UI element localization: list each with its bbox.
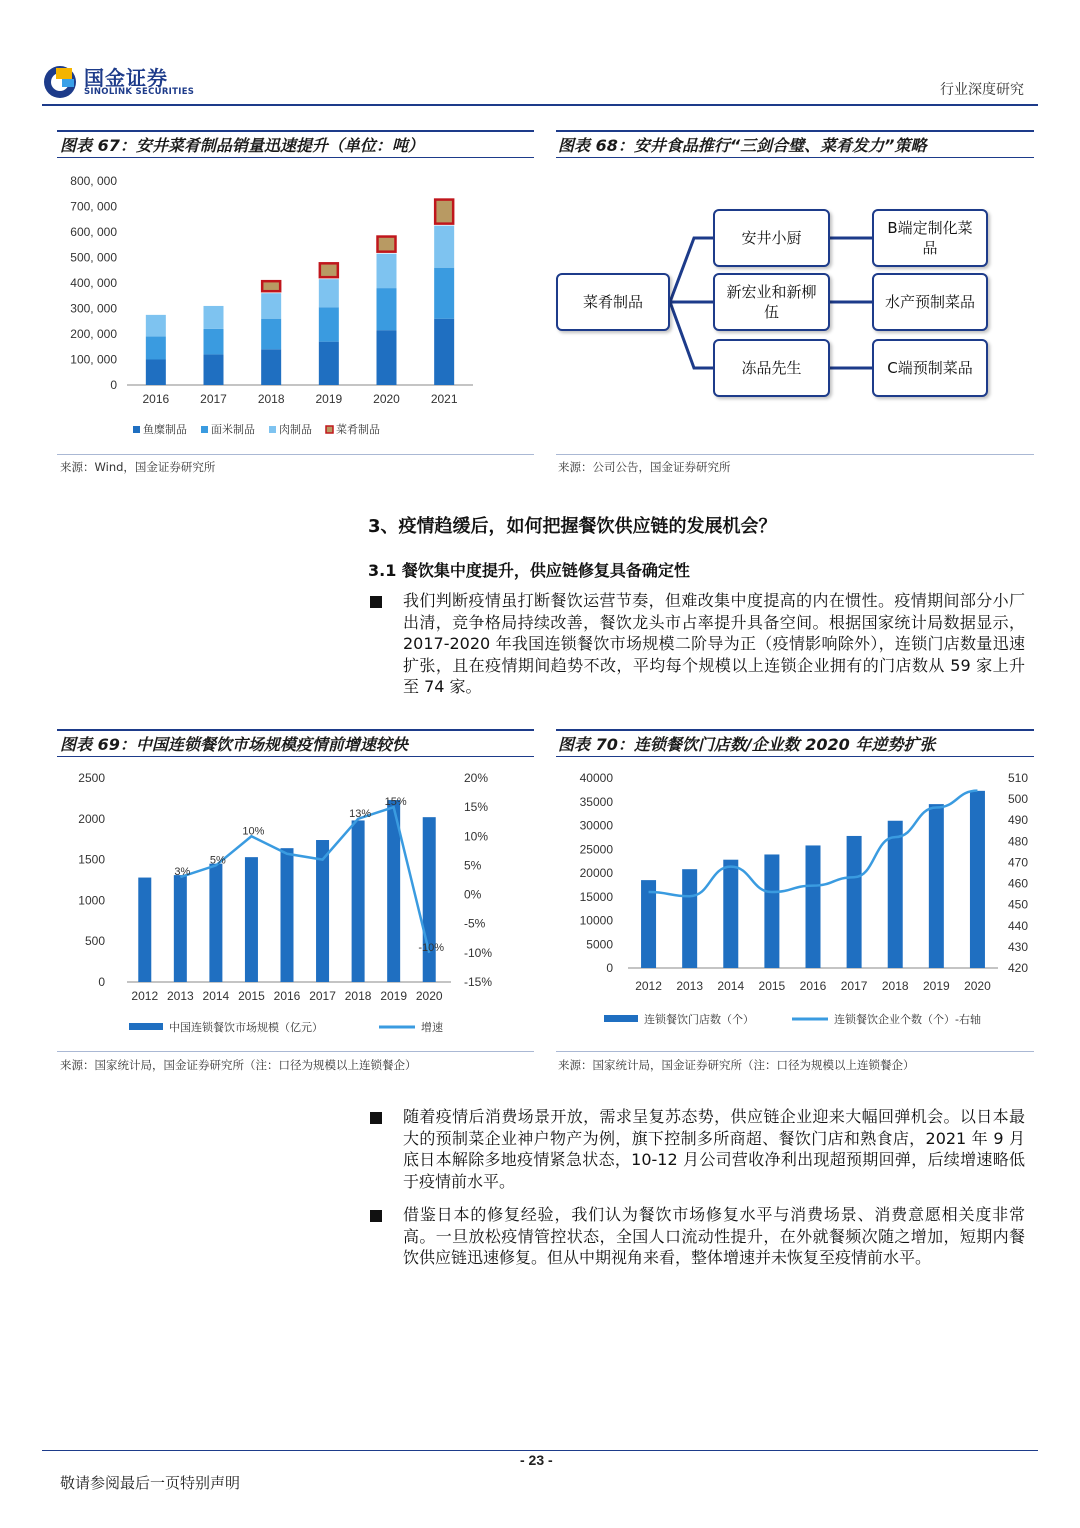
header-rule — [42, 104, 1038, 106]
y-left-tick-label: 0 — [98, 975, 105, 989]
y-right-tick-label: -10% — [464, 945, 493, 960]
legend-label: 增速 — [421, 1021, 443, 1034]
x-tick-label: 2014 — [202, 989, 230, 1003]
y-right-tick-label: 480 — [1008, 834, 1029, 849]
y-right-tick-label: 0% — [464, 887, 482, 902]
legend-label: 面米制品 — [211, 423, 255, 436]
legend-swatch — [133, 426, 140, 433]
bar — [423, 817, 436, 982]
y-right-tick-label: 440 — [1008, 918, 1029, 933]
x-tick-label: 2013 — [166, 989, 194, 1003]
section-heading: 3、疫情趋缓后，如何把握餐饮供应链的发展机会？ — [368, 516, 777, 537]
y-right-tick-label: 460 — [1008, 876, 1029, 891]
fig67-source: 来源：Wind，国金证券研究所 — [60, 460, 216, 474]
bar — [281, 848, 294, 982]
bar — [316, 840, 329, 982]
y-tick-label: 300, 000 — [70, 301, 117, 316]
fig70-top-rule — [556, 729, 1034, 731]
bullet-icon — [370, 1210, 382, 1222]
logo-text-cn: 国金证券 — [84, 66, 168, 90]
bullet-icon — [370, 1112, 382, 1124]
legend-label: 菜肴制品 — [336, 423, 380, 436]
y-right-tick-label: 420 — [1008, 961, 1029, 975]
y-right-tick-label: 15% — [464, 800, 489, 815]
y-left-tick-label: 25000 — [579, 842, 613, 857]
logo-emblem-icon — [42, 64, 78, 100]
fig68-source: 来源：公司公告，国金证券研究所 — [558, 460, 731, 474]
fig68-mid-box: 安井小厨 — [713, 209, 830, 267]
bar-segment-highlight — [378, 237, 396, 252]
fig69-top-rule — [57, 729, 534, 731]
y-right-tick-label: 450 — [1008, 897, 1029, 912]
fig68-mid-box: 新宏业和新柳伍 — [713, 273, 830, 331]
bar — [764, 854, 779, 968]
fig68-top-rule — [556, 130, 1034, 132]
bar — [888, 821, 903, 968]
y-left-tick-label: 20000 — [579, 866, 613, 880]
x-tick-label: 2017 — [840, 979, 868, 993]
y-left-tick-label: 1000 — [78, 893, 105, 908]
fig68-title: 图表 68：安井食品推行“三剑合璧、菜肴发力”策略 — [558, 136, 927, 155]
bar-segment — [204, 306, 224, 329]
fig68-mid-box: 冻品先生 — [713, 339, 830, 397]
legend-swatch — [201, 426, 208, 433]
bar-segment — [146, 337, 166, 360]
y-left-tick-label: 5000 — [586, 937, 613, 952]
y-tick-label: 200, 000 — [70, 327, 117, 341]
fig68-right-box: 水产预制菜品 — [872, 273, 988, 331]
legend-label: 肉制品 — [279, 423, 312, 436]
y-tick-label: 0 — [110, 378, 117, 392]
bar — [174, 875, 187, 982]
x-tick-label: 2020 — [964, 979, 991, 993]
bar-segment — [377, 288, 397, 330]
y-left-tick-label: 30000 — [579, 818, 613, 833]
x-tick-label: 2016 — [799, 979, 827, 993]
bar — [209, 864, 222, 982]
fig67-title: 图表 67：安井菜肴制品销量迅速提升（单位：吨） — [60, 136, 424, 155]
bar — [138, 878, 151, 982]
bar-segment — [261, 319, 281, 350]
y-right-tick-label: 500 — [1008, 792, 1029, 807]
fig70-title-rule — [556, 756, 1034, 757]
y-left-tick-label: 10000 — [579, 913, 613, 928]
bar — [929, 804, 944, 968]
y-tick-label: 500, 000 — [70, 250, 117, 265]
y-right-tick-label: 5% — [464, 858, 482, 873]
bar — [806, 845, 821, 968]
report-type: 行业深度研究 — [940, 82, 1024, 98]
y-right-tick-label: 10% — [464, 829, 489, 844]
fig69-source: 来源：国家统计局，国金证券研究所（注：口径为规模以上连锁餐企） — [60, 1058, 417, 1072]
fig68-bottom-rule — [556, 454, 1034, 455]
y-right-tick-label: -5% — [464, 916, 486, 931]
footer-rule — [42, 1450, 1038, 1451]
fig70-title: 图表 70：连锁餐饮门店数/企业数 2020 年逆势扩张 — [558, 735, 936, 754]
y-tick-label: 400, 000 — [70, 276, 117, 290]
legend-swatch — [129, 1023, 163, 1030]
x-tick-label: 2020 — [415, 989, 443, 1003]
x-tick-label: 2016 — [273, 989, 301, 1003]
fig67-top-rule — [57, 130, 534, 132]
y-right-tick-label: 20% — [464, 771, 489, 785]
x-tick-label: 2018 — [881, 979, 909, 993]
data-label: -10% — [418, 941, 445, 954]
y-tick-label: 700, 000 — [70, 199, 117, 214]
y-right-tick-label: 430 — [1008, 939, 1029, 954]
bar-segment-highlight — [262, 281, 280, 291]
bar-segment — [434, 268, 454, 319]
x-tick-label: 2021 — [430, 392, 458, 406]
subsection-heading: 3.1 餐饮集中度提升，供应链修复具备确定性 — [368, 561, 690, 580]
data-label: 5% — [209, 854, 226, 867]
bar — [847, 836, 862, 968]
fig70-source: 来源：国家统计局，国金证券研究所（注：口径为规模以上连锁餐企） — [558, 1058, 915, 1072]
y-right-tick-label: -15% — [464, 975, 493, 989]
legend-swatch — [326, 426, 333, 433]
y-left-tick-label: 0 — [606, 961, 613, 975]
bar-segment — [319, 342, 339, 385]
y-tick-label: 600, 000 — [70, 225, 117, 239]
x-tick-label: 2019 — [380, 989, 408, 1003]
bar-segment-highlight — [320, 263, 338, 277]
x-tick-label: 2016 — [142, 392, 170, 406]
y-left-tick-label: 2500 — [78, 771, 105, 785]
y-left-tick-label: 1500 — [78, 852, 105, 867]
bar — [352, 820, 365, 982]
y-tick-label: 100, 000 — [70, 352, 117, 367]
y-left-tick-label: 40000 — [579, 771, 613, 785]
x-tick-label: 2012 — [635, 979, 662, 993]
bar-segment — [319, 307, 339, 341]
bar-segment — [261, 349, 281, 385]
fig69-bottom-rule — [57, 1051, 534, 1052]
y-left-tick-label: 15000 — [579, 889, 613, 904]
x-tick-label: 2018 — [257, 392, 285, 406]
x-tick-label: 2015 — [238, 989, 265, 1003]
x-tick-label: 2019 — [315, 392, 343, 406]
fig68-title-rule — [556, 157, 1034, 158]
bar-segment — [434, 226, 454, 268]
legend-label: 中国连锁餐饮市场规模（亿元） — [169, 1021, 323, 1034]
fig68-right-box: B端定制化菜品 — [872, 209, 988, 267]
bar-segment — [146, 360, 166, 386]
y-left-tick-label: 2000 — [78, 811, 105, 826]
x-tick-label: 2020 — [373, 392, 400, 406]
data-label: 15% — [384, 796, 407, 809]
bullet-icon — [370, 596, 382, 608]
paragraph-3: 借鉴日本的修复经验，我们认为餐饮市场修复水平与消费场景、消费意愿相关度非常高。一旦放松疫情管控状态，全国人口流动性提升，在外就餐频次随之增加，短期内餐饮供应链迅速修复。但从中期视角来看，整体增速并未恢复至疫情前水平。 — [403, 1205, 1025, 1267]
bar — [970, 791, 985, 968]
x-tick-label: 2018 — [344, 989, 372, 1003]
footer-disclaimer: 敬请参阅最后一页特别声明 — [60, 1474, 241, 1492]
bar — [723, 860, 738, 968]
fig67-title-rule — [57, 157, 534, 158]
bar-segment-highlight — [435, 200, 453, 224]
fig68-right-box: C端预制菜品 — [872, 339, 988, 397]
legend-swatch — [604, 1015, 638, 1022]
page-number: - 23 - — [520, 1452, 553, 1468]
bar-segment — [204, 329, 224, 355]
bar — [245, 857, 258, 982]
paragraph-1: 我们判断疫情虽打断餐饮运营节奏，但难改集中度提高的内在惯性。疫情期间部分小厂出清，竞争格局持续改善，餐饮龙头市占率提升具备空间。根据国家统计局数据显示，2017-2020 年我国连锁餐饮市场规模二阶导为正（疫情影响除外），连锁门店数量迅速扩张，且在疫情期间趋势不改，平均每个规模以上连锁企业拥有的门店数从 59 家上升至 74 家。 — [403, 591, 1025, 696]
fig69-title-rule — [57, 756, 534, 757]
x-tick-label: 2017 — [309, 989, 336, 1003]
logo — [42, 62, 202, 102]
fig70-bottom-rule — [556, 1051, 1034, 1052]
bar-segment — [204, 354, 224, 385]
bar-segment — [377, 330, 397, 385]
data-label: 13% — [349, 807, 372, 820]
x-tick-label: 2014 — [717, 979, 745, 993]
paragraph-2: 随着疫情后消费场景开放，需求呈复苏态势，供应链企业迎来大幅回弹机会。以日本最大的预制菜企业神户物产为例，旗下控制多所商超、餐饮门店和熟食店，2021 年 9 月底日本解除多地疫情紧急状态，10-12 月公司营收净利出现超预期回弹，后续增速略低于疫情前水平。 — [403, 1107, 1025, 1191]
legend-swatch — [269, 426, 276, 433]
y-left-tick-label: 500 — [84, 934, 105, 949]
bar-segment — [319, 279, 339, 307]
fig69-chart — [57, 762, 534, 1044]
x-tick-label: 2012 — [131, 989, 159, 1003]
y-left-tick-label: 35000 — [579, 794, 613, 809]
legend-label: 连锁餐饮门店数（个） — [644, 1013, 754, 1026]
fig67-chart — [57, 165, 534, 445]
bar-segment — [261, 293, 281, 319]
y-tick-label: 800, 000 — [70, 174, 117, 188]
fig67-bottom-rule — [57, 454, 534, 455]
legend-label: 连锁餐饮企业个数（个）-右轴 — [834, 1013, 981, 1026]
x-tick-label: 2019 — [922, 979, 950, 993]
logo-text-en: SINOLINK SECURITIES — [84, 87, 195, 97]
bar-segment — [377, 254, 397, 288]
y-right-tick-label: 510 — [1008, 771, 1029, 785]
x-tick-label: 2013 — [676, 979, 704, 993]
bar-segment — [434, 319, 454, 385]
bar-segment — [146, 315, 166, 337]
data-label: 10% — [242, 825, 265, 838]
y-right-tick-label: 490 — [1008, 813, 1029, 828]
x-tick-label: 2015 — [758, 979, 786, 993]
fig70-chart — [556, 762, 1034, 1044]
data-label: 3% — [174, 866, 191, 879]
fig68-root-box: 菜肴制品 — [556, 273, 670, 331]
fig69-title: 图表 69：中国连锁餐饮市场规模疫情前增速较快 — [60, 735, 408, 754]
x-tick-label: 2017 — [200, 392, 227, 406]
bar — [682, 869, 697, 968]
legend-label: 鱼糜制品 — [143, 423, 187, 436]
y-right-tick-label: 470 — [1008, 855, 1029, 870]
